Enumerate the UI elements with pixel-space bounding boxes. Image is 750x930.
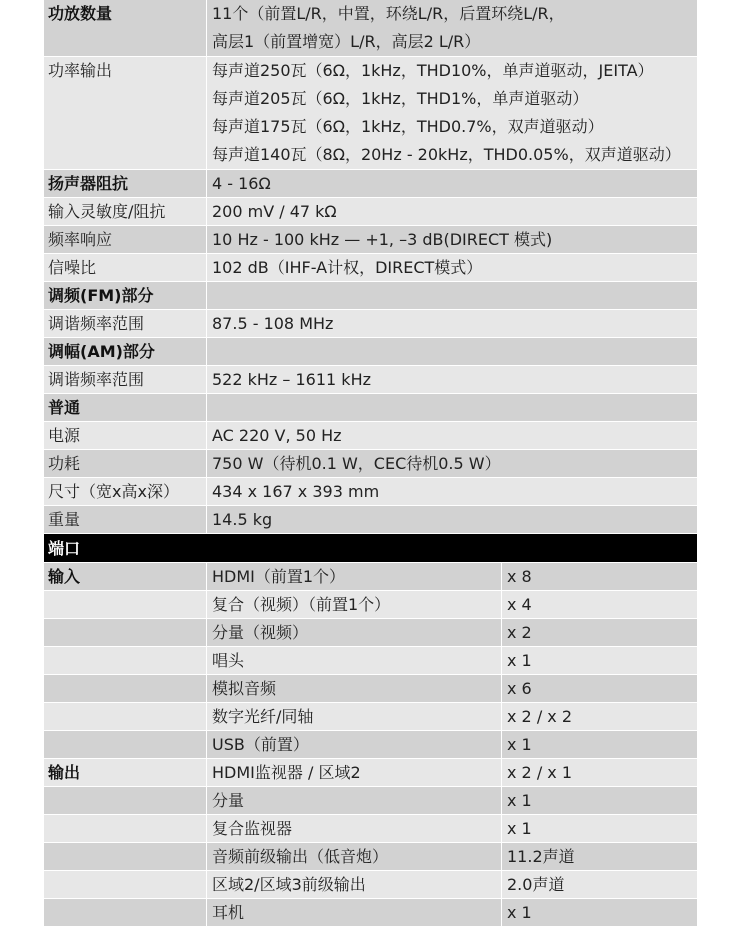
spec-row: [44, 338, 697, 366]
spec-label-text: 调谐频率范围: [48, 314, 145, 333]
spec-label-text: 电源: [48, 426, 81, 445]
port-name-text: 模拟音频: [212, 679, 277, 698]
spec-value-line: [212, 282, 697, 309]
port-name-text: HDMI监视器 / 区域2: [212, 763, 361, 782]
port-count-text: x 1: [507, 735, 532, 754]
spec-value: [207, 310, 697, 337]
port-row: [44, 647, 697, 675]
port-group-text: [48, 787, 206, 814]
port-count-text: x 2 / x 1: [507, 763, 573, 782]
port-group-spacer: [44, 647, 206, 674]
port-group-text: [48, 619, 206, 646]
port-name: [207, 591, 501, 618]
spec-label: [44, 366, 206, 393]
port-group-spacer: [44, 899, 206, 926]
port-row: [44, 815, 697, 843]
port-group-text: [48, 899, 206, 926]
spec-value-line: 200 mV / 47 kΩ: [212, 202, 337, 221]
spec-row: [44, 282, 697, 310]
port-group-text: 输入: [48, 567, 81, 586]
port-count-text: x 6: [507, 679, 532, 698]
ports-section-header: 端口: [44, 534, 697, 563]
spec-value-line: 每声道175瓦（6Ω，1kHz，THD0.7%，双声道驱动）: [212, 117, 604, 136]
spec-label: [44, 57, 206, 169]
port-count: [501, 675, 697, 702]
port-group-text: [48, 675, 206, 702]
spec-row: [44, 394, 697, 422]
port-name-text: HDMI（前置1个）: [212, 567, 346, 586]
port-name-text: 复合（视频）（前置1个）: [212, 595, 391, 614]
port-group-text: [48, 843, 206, 870]
spec-label-text: 功率输出: [48, 61, 113, 80]
port-name-text: 复合监视器: [212, 819, 293, 838]
spec-value-line: 750 W（待机0.1 W，CEC待机0.5 W）: [212, 454, 501, 473]
spec-value-line: 522 kHz – 1611 kHz: [212, 370, 371, 389]
port-group-text: [48, 591, 206, 618]
spec-row: [44, 478, 697, 506]
port-name-text: 分量: [212, 791, 245, 810]
spec-value-line: AC 220 V, 50 Hz: [212, 426, 342, 445]
spec-label-text: 调频(FM)部分: [48, 286, 154, 305]
spec-value: [207, 394, 697, 421]
port-group-spacer: [44, 815, 206, 842]
spec-label-text: 重量: [48, 510, 81, 529]
spec-value: [207, 170, 697, 197]
spec-label-text: 调幅(AM)部分: [48, 342, 155, 361]
section-heading: [44, 0, 206, 56]
spec-value: [207, 422, 697, 449]
port-count-text: x 1: [507, 791, 532, 810]
spec-row: [44, 0, 697, 57]
spec-label: [44, 198, 206, 225]
spec-value: [207, 254, 697, 281]
port-group-spacer: [44, 591, 206, 618]
spec-row: [44, 310, 697, 338]
spec-value: [207, 198, 697, 225]
spec-table: [44, 0, 697, 927]
port-group-label: [44, 759, 206, 786]
port-group-spacer: [44, 843, 206, 870]
spec-row: [44, 366, 697, 394]
section-heading: [44, 338, 206, 365]
port-group-text: [48, 703, 206, 730]
spec-value-line: 434 x 167 x 393 mm: [212, 482, 380, 501]
port-count: [501, 619, 697, 646]
port-name-text: 音频前级输出（低音炮）: [212, 847, 389, 866]
port-count: [501, 647, 697, 674]
spec-label: [44, 226, 206, 253]
port-name-text: 数字光纤/同轴: [212, 707, 314, 726]
port-name-text: 唱头: [212, 651, 245, 670]
spec-value: [207, 57, 697, 169]
port-count: [501, 871, 697, 898]
port-count: [501, 703, 697, 730]
port-row: [44, 731, 697, 759]
port-count: [501, 563, 697, 590]
port-count: [501, 843, 697, 870]
spec-value-line: 87.5 - 108 MHz: [212, 314, 334, 333]
spec-value-line: 每声道250瓦（6Ω，1kHz，THD10%，单声道驱动，JEITA）: [212, 61, 654, 80]
spec-label-text: 尺寸（宽x高x深）: [48, 482, 179, 501]
spec-value-line: 高层1（前置增宽）L/R，高层2 L/R）: [212, 32, 481, 51]
port-row: [44, 619, 697, 647]
spec-row: [44, 226, 697, 254]
port-count: [501, 815, 697, 842]
spec-row: [44, 450, 697, 478]
spec-row: [44, 57, 697, 170]
spec-value-line: 每声道140瓦（8Ω，20Hz - 20kHz，THD0.05%，双声道驱动）: [212, 145, 681, 164]
port-count: [501, 899, 697, 926]
spec-label: [44, 450, 206, 477]
spec-value-line: [212, 394, 697, 421]
port-group-spacer: [44, 787, 206, 814]
port-group-text: 输出: [48, 763, 81, 782]
port-row: [44, 899, 697, 927]
spec-label: [44, 478, 206, 505]
port-count: [501, 731, 697, 758]
spec-row: [44, 422, 697, 450]
spec-label-text: 频率响应: [48, 230, 113, 249]
spec-row: [44, 506, 697, 534]
port-row: [44, 871, 697, 899]
port-name: [207, 899, 501, 926]
port-group-spacer: [44, 675, 206, 702]
port-group-spacer: [44, 731, 206, 758]
spec-label: [44, 506, 206, 533]
port-group-text: [48, 647, 206, 674]
port-row: [44, 563, 697, 591]
port-row: [44, 703, 697, 731]
port-group-text: [48, 871, 206, 898]
port-group-spacer: [44, 619, 206, 646]
spec-value: [207, 366, 697, 393]
spec-value: [207, 450, 697, 477]
spec-label: [44, 254, 206, 281]
port-count-text: x 2: [507, 623, 532, 642]
port-row: [44, 591, 697, 619]
port-group-spacer: [44, 703, 206, 730]
port-group-text: [48, 815, 206, 842]
spec-value-line: 102 dB（IHF-A计权，DIRECT模式）: [212, 258, 483, 277]
spec-value: [207, 0, 697, 56]
spec-row: [44, 198, 697, 226]
port-count-text: x 4: [507, 595, 532, 614]
port-count-text: x 2 / x 2: [507, 707, 573, 726]
port-name: [207, 787, 501, 814]
port-name-text: 分量（视频）: [212, 623, 309, 642]
port-row: [44, 675, 697, 703]
spec-label-text: 普通: [48, 398, 81, 417]
port-count-text: 2.0声道: [507, 875, 565, 894]
port-name: [207, 619, 501, 646]
port-count: [501, 759, 697, 786]
spec-row: [44, 170, 697, 198]
port-row: [44, 843, 697, 871]
spec-value-line: 10 Hz - 100 kHz — +1, –3 dB(DIRECT 模式): [212, 230, 553, 249]
port-row: [44, 787, 697, 815]
port-count-text: x 1: [507, 903, 532, 922]
port-row: [44, 759, 697, 787]
spec-label-text: 扬声器阻抗: [48, 174, 129, 193]
port-name-text: USB（前置）: [212, 735, 309, 754]
spec-value: [207, 338, 697, 365]
port-name: [207, 843, 501, 870]
spec-label-text: 输入灵敏度/阻抗: [48, 202, 166, 221]
spec-label: [44, 310, 206, 337]
port-name-text: 区域2/区域3前级输出: [212, 875, 366, 894]
port-count-text: x 1: [507, 651, 532, 670]
spec-label: [44, 422, 206, 449]
spec-label-text: 功耗: [48, 454, 81, 473]
port-name-text: 耳机: [212, 903, 245, 922]
section-heading: [44, 394, 206, 421]
port-count: [501, 787, 697, 814]
section-heading: [44, 282, 206, 309]
spec-label-text: 功放数量: [48, 4, 113, 23]
port-count-text: x 1: [507, 819, 532, 838]
port-group-label: [44, 563, 206, 590]
port-name: [207, 563, 501, 590]
port-group-spacer: [44, 871, 206, 898]
spec-value-line: 14.5 kg: [212, 510, 273, 529]
spec-value: [207, 478, 697, 505]
port-group-text: [48, 731, 206, 758]
spec-value-line: 11个（前置L/R，中置，环绕L/R，后置环绕L/R，: [212, 4, 565, 23]
port-name: [207, 815, 501, 842]
spec-value-line: [212, 338, 697, 365]
spec-value-line: 4 - 16Ω: [212, 174, 271, 193]
port-name: [207, 759, 501, 786]
port-name: [207, 703, 501, 730]
port-name: [207, 731, 501, 758]
spec-label-text: 调谐频率范围: [48, 370, 145, 389]
spec-row: [44, 254, 697, 282]
spec-value: [207, 282, 697, 309]
port-name: [207, 675, 501, 702]
port-name: [207, 871, 501, 898]
port-count: [501, 591, 697, 618]
section-heading: [44, 170, 206, 197]
port-name: [207, 647, 501, 674]
spec-value: [207, 226, 697, 253]
spec-value-line: 每声道205瓦（6Ω，1kHz，THD1%，单声道驱动）: [212, 89, 589, 108]
port-count-text: 11.2声道: [507, 847, 575, 866]
spec-label-text: 信噪比: [48, 258, 97, 277]
spec-value: [207, 506, 697, 533]
port-count-text: x 8: [507, 567, 532, 586]
